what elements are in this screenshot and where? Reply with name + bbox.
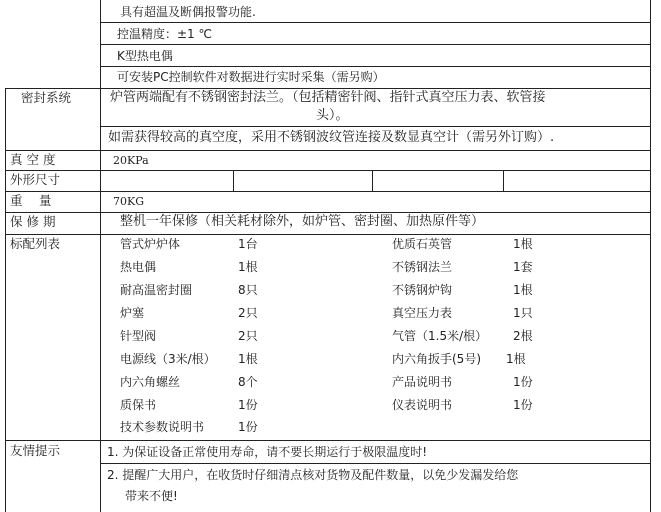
packing-list-label: 标配列表: [10, 236, 61, 251]
item-qty: 1份: [238, 398, 258, 412]
item-name: 真空压力表: [392, 306, 453, 320]
item-name: 内六角扳手(5号): [392, 352, 481, 366]
row-line: [5, 191, 651, 192]
item-name: 炉塞: [120, 306, 145, 320]
spec-line-pc-software: 可安装PC控制软件对数据进行实时采集（需另购）: [117, 70, 385, 84]
item-name: 热电偶: [120, 260, 157, 274]
item-qty: 1份: [238, 420, 258, 434]
item-qty: 1套: [513, 260, 533, 274]
dimensions-label: 外形尺寸: [10, 172, 61, 187]
item-qty: 1根: [238, 352, 258, 366]
row-line: [5, 440, 651, 441]
warranty-label: 保 修 期: [10, 214, 56, 229]
row-line: [100, 463, 651, 464]
item-name: 技术参数说明书: [120, 420, 205, 434]
row-line: [100, 22, 651, 23]
item-name: 电源线（3米/根）: [120, 352, 216, 366]
col-line: [650, 0, 651, 512]
col-line: [372, 170, 373, 191]
spec-line-thermocouple: K型热电偶: [117, 49, 173, 63]
spec-line-alarm: 具有超温及断偶报警功能.: [120, 5, 256, 19]
row-line: [5, 212, 651, 213]
vacuum-value: 20KPa: [113, 154, 149, 167]
row-line: [100, 66, 651, 67]
item-qty: 1台: [238, 237, 258, 251]
item-qty: 1根: [513, 237, 533, 251]
item-qty: 2只: [238, 329, 258, 343]
row-line: [100, 44, 651, 45]
item-qty: 1根: [506, 352, 526, 366]
row-line: [100, 126, 651, 127]
item-name: 不锈钢法兰: [392, 260, 453, 274]
row-line: [5, 150, 651, 151]
item-qty: 8个: [238, 375, 258, 389]
item-qty: 8只: [238, 283, 258, 297]
item-name: 产品说明书: [392, 375, 453, 389]
weight-value: 70KG: [113, 195, 145, 208]
row-line: [5, 88, 651, 89]
item-qty: 1根: [238, 260, 258, 274]
weight-label: 重 量: [10, 193, 52, 208]
seal-label: 密封系统: [21, 90, 72, 105]
item-name: 不锈钢炉钩: [392, 283, 453, 297]
item-name: 气管（1.5米/根）: [392, 329, 488, 343]
item-qty: 1份: [513, 375, 533, 389]
item-qty: 2根: [513, 329, 533, 343]
seal-text-line3: 如需获得较高的真空度，采用不锈钢波纹管连接及数显真空计（需另外订购）.: [108, 130, 555, 145]
col-line: [100, 0, 101, 512]
item-name: 仪表说明书: [392, 398, 453, 412]
item-name: 优质石英管: [392, 237, 453, 251]
item-name: 针型阀: [120, 329, 157, 343]
item-qty: 1份: [513, 398, 533, 412]
col-line: [233, 170, 234, 191]
vacuum-label: 真 空 度: [10, 152, 56, 167]
tip-2-line2: 带来不便!: [125, 489, 178, 503]
item-name: 内六角螺丝: [120, 375, 181, 389]
item-qty: 1只: [513, 306, 533, 320]
col-line: [5, 88, 6, 512]
item-qty: 1根: [513, 283, 533, 297]
tip-1: 1. 为保证设备正常使用寿命，请不要长期运行于极限温度时!: [107, 445, 428, 459]
seal-text-line1: 炉管两端配有不锈钢密封法兰。（包括精密针阀、指针式真空压力表、软管接: [110, 90, 546, 105]
item-qty: 2只: [238, 306, 258, 320]
item-name: 质保书: [120, 398, 157, 412]
warranty-value: 整机一年保修（相关耗材除外，如炉管、密封圈、加热原件等）: [120, 214, 485, 229]
spec-line-accuracy: 控温精度：±1 ℃: [117, 27, 212, 41]
item-name: 耐高温密封圈: [120, 283, 193, 297]
row-line: [5, 234, 651, 235]
item-name: 管式炉炉体: [120, 237, 181, 251]
seal-text-line2: 头）。: [316, 108, 349, 123]
tip-2-line1: 2. 提醒广大用户，在收货时仔细清点核对货物及配件数量，以免少发漏发给您: [107, 468, 519, 482]
col-line: [503, 170, 504, 191]
tips-label: 友情提示: [10, 443, 61, 458]
row-line: [5, 170, 651, 171]
